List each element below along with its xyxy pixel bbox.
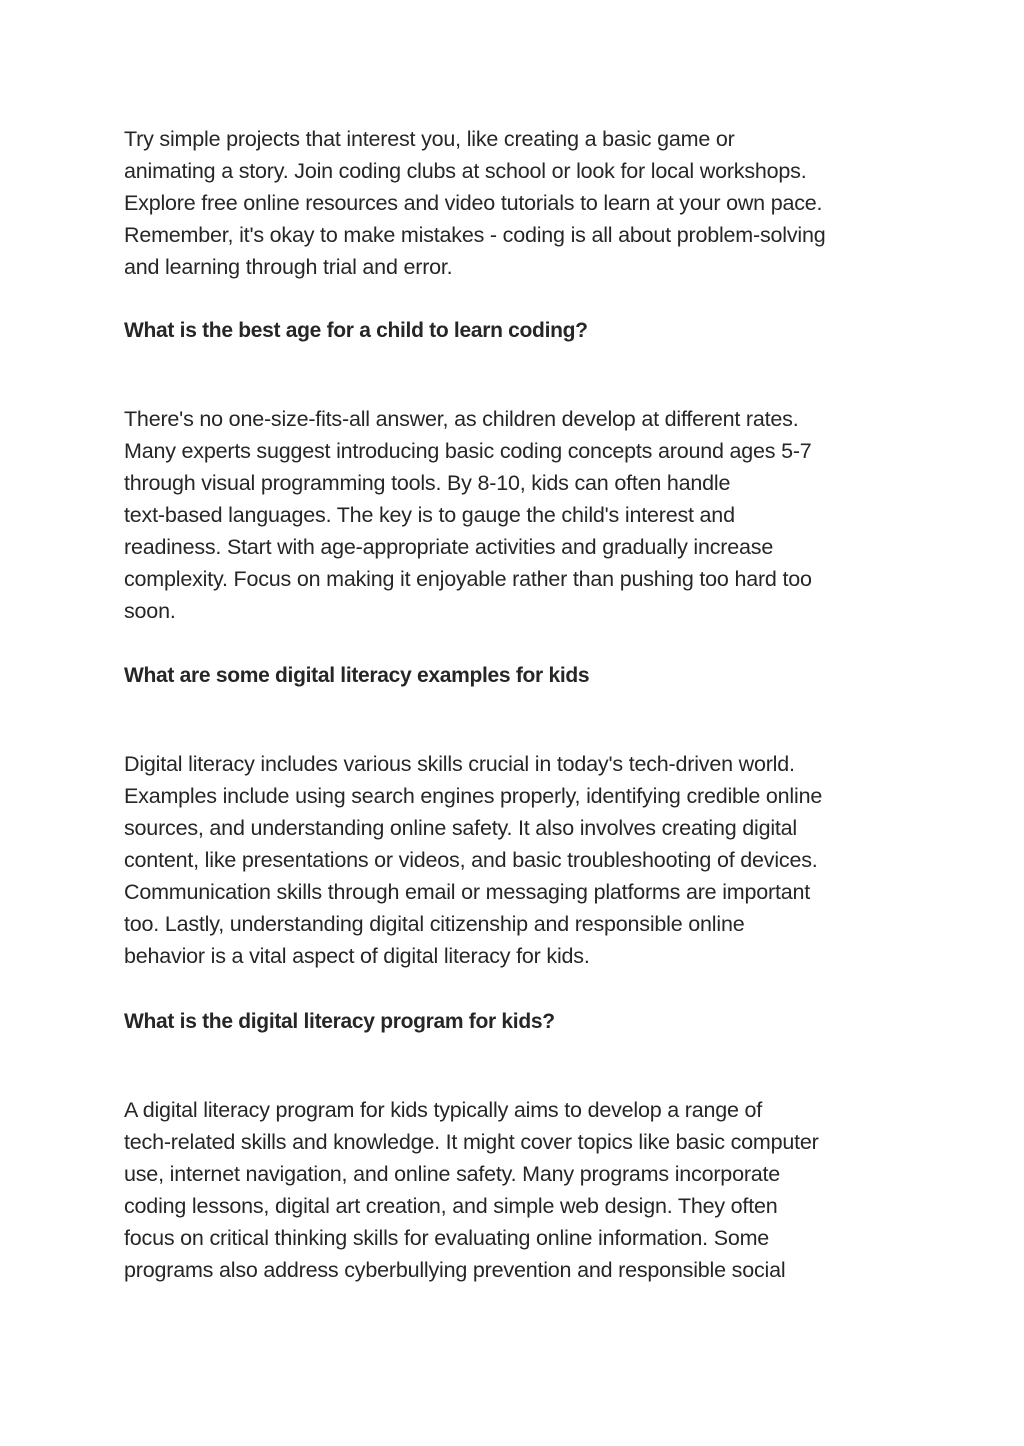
text-line: tech-related skills and knowledge. It might cover topics like basic computer <box>124 1130 819 1154</box>
section-heading-best-age: What is the best age for a child to learn coding? <box>124 319 588 342</box>
section-heading-literacy-examples: What are some digital literacy examples for kids <box>124 664 590 687</box>
text-line: Remember, it's okay to make mistakes - coding is all about problem-solving <box>124 223 826 247</box>
text-line: There's no one-size-fits-all answer, as children develop at different rates. <box>124 407 799 431</box>
text-line: A digital literacy program for kids typically aims to develop a range of <box>124 1098 763 1122</box>
text-line: readiness. Start with age-appropriate activities and gradually increase <box>124 535 774 559</box>
text-line: complexity. Focus on making it enjoyable rather than pushing too hard too <box>124 567 812 591</box>
text-line: animating a story. Join coding clubs at school or look for local workshops. <box>124 159 807 183</box>
text-line: sources, and understanding online safety. It also involves creating digital <box>124 816 798 840</box>
text-line: text-based languages. The key is to gauge the child's interest and <box>124 503 735 527</box>
text-line: Communication skills through email or messaging platforms are important <box>124 880 811 904</box>
text-line: Digital literacy includes various skills crucial in today's tech-driven world. <box>124 752 795 776</box>
text-line: behavior is a vital aspect of digital literacy for kids. <box>124 944 590 968</box>
text-line: focus on critical thinking skills for evaluating online information. Some <box>124 1226 770 1250</box>
intro-paragraph <box>124 123 826 283</box>
text-line: through visual programming tools. By 8-10, kids can often handle <box>124 471 731 495</box>
text-line: programs also address cyberbullying prevention and responsible social <box>124 1258 786 1282</box>
section-paragraph-best-age <box>124 403 812 627</box>
text-line: use, internet navigation, and online safety. Many programs incorporate <box>124 1162 781 1186</box>
text-line: Try simple projects that interest you, like creating a basic game or <box>124 127 735 151</box>
section-paragraph-literacy-examples <box>124 748 822 972</box>
text-line: and learning through trial and error. <box>124 255 453 279</box>
text-line: content, like presentations or videos, and basic troubleshooting of devices. <box>124 848 818 872</box>
text-line: coding lessons, digital art creation, and simple web design. They often <box>124 1194 778 1218</box>
section-paragraph-literacy-program <box>124 1094 819 1286</box>
text-line: soon. <box>124 599 176 623</box>
section-heading-literacy-program: What is the digital literacy program for kids? <box>124 1010 555 1033</box>
text-line: Many experts suggest introducing basic coding concepts around ages 5-7 <box>124 439 812 463</box>
text-line: Explore free online resources and video tutorials to learn at your own pace. <box>124 191 823 215</box>
text-line: too. Lastly, understanding digital citizenship and responsible online <box>124 912 745 936</box>
text-line: Examples include using search engines properly, identifying credible online <box>124 784 823 808</box>
